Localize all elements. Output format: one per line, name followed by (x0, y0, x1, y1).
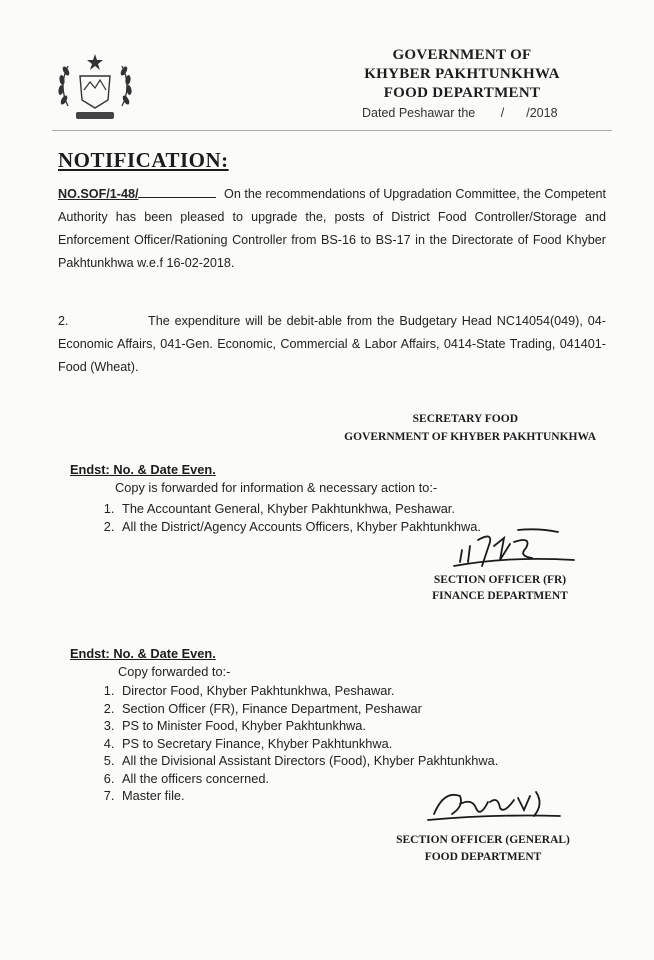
signatory-3-org: FOOD DEPARTMENT (424, 851, 542, 863)
signatory-section-officer-fr (410, 572, 590, 604)
paragraph-2-number: 2. (58, 314, 69, 328)
list-item: 3. PS to Minister Food, Khyber Pakhtunkhwa. (118, 717, 498, 735)
endorsement-1-heading: Endst: No. & Date Even. (70, 462, 216, 477)
reference-blank-line (138, 187, 216, 198)
header-divider (52, 130, 612, 131)
dated-line (362, 106, 558, 120)
endorsement-2-copy-line: Copy forwarded to:- (118, 664, 231, 679)
signatory-1-title: SECRETARY FOOD (412, 413, 518, 425)
endorsement-1-copy-line: Copy is forwarded for information & necessary action to:- (115, 480, 438, 495)
header-line-department: FOOD DEPARTMENT (383, 85, 541, 101)
signatory-secretary-food (300, 410, 596, 446)
header-line-government: GOVERNMENT OF (392, 47, 532, 63)
list-item: 7. Master file. (118, 787, 498, 805)
list-item: 5. All the Divisional Assistant Directors (Food), Khyber Pakhtunkhwa. (118, 752, 498, 770)
dated-label: Dated Peshawar the (362, 106, 476, 120)
signatory-2-title: SECTION OFFICER (FR) (433, 574, 567, 586)
list-item: 1. The Accountant General, Khyber Pakhtunkhwa, Peshawar. (118, 500, 481, 518)
list-item: 6. All the officers concerned. (118, 770, 498, 788)
dated-year: /2018 (526, 106, 558, 120)
signature-1-icon (448, 526, 578, 570)
list-item: 1. Director Food, Khyber Pakhtunkhwa, Peshawar. (118, 682, 498, 700)
government-emblem-icon (52, 42, 138, 128)
endorsement-1-list (96, 500, 481, 536)
notification-paragraph-1 (58, 183, 606, 275)
department-header (340, 46, 584, 103)
list-item: 4. PS to Secretary Finance, Khyber Pakhtunkhwa. (118, 735, 498, 753)
paragraph-2-text: The expenditure will be debit-able from the Budgetary Head NC14054(049), 04-Economic Affairs, 041-Gen. Economic, Commercial & Labor Affairs, 0414-State Trading, 041401-Food (Wheat). (58, 314, 606, 374)
signatory-2-org: FINANCE DEPARTMENT (432, 590, 568, 602)
signature-2-icon (424, 784, 564, 824)
endorsement-2-heading: Endst: No. & Date Even. (70, 646, 216, 661)
paragraph-1-text: On the recommendations of Upgradation Committee, the Competent Authority has been pleased to upgrade the, posts of District Food Controller/Storage and Enforcement Officer/Rationing Controller from BS-16 to BS-17 in the Directorate of Food Khyber Pakhtunkhwa w.e.f 16-02-2018. (58, 187, 606, 270)
signatory-1-org: GOVERNMENT OF KHYBER PAKHTUNKHWA (344, 431, 596, 443)
signatory-3-title: SECTION OFFICER (GENERAL) (396, 834, 570, 846)
signatory-section-officer-general (378, 832, 588, 866)
notification-paragraph-2 (58, 310, 606, 379)
header-line-province: KHYBER PAKHTUNKHWA (364, 66, 560, 82)
notification-title: NOTIFICATION: (58, 148, 229, 172)
reference-number: NO.SOF/1-48/ (58, 187, 139, 201)
list-item: 2. Section Officer (FR), Finance Department, Peshawar (118, 700, 498, 718)
list-item: 2. All the District/Agency Accounts Officers, Khyber Pakhtunkhwa. (118, 518, 481, 536)
dated-separator: / (500, 106, 505, 120)
